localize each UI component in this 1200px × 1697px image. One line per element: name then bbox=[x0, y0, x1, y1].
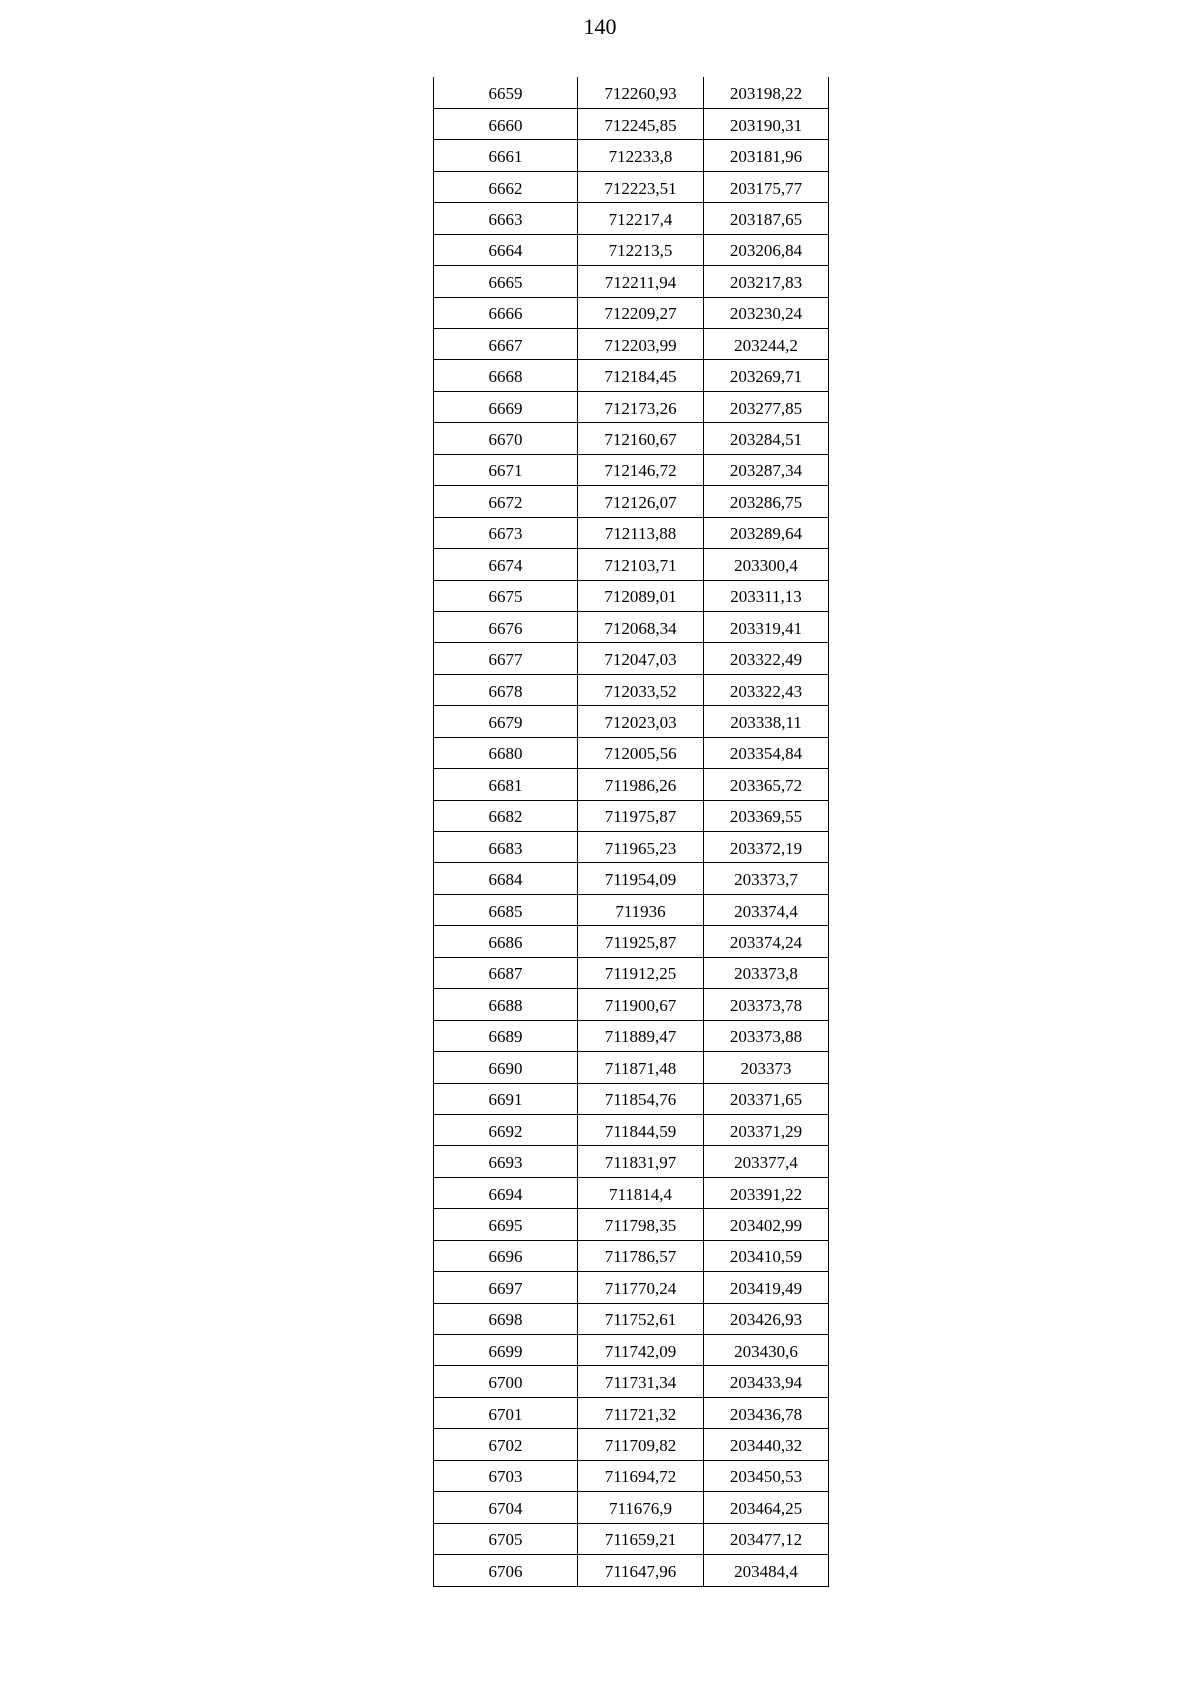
point-number-cell: 6687 bbox=[434, 957, 578, 988]
y-coordinate-cell: 203198,22 bbox=[704, 77, 829, 108]
x-coordinate-cell: 712089,01 bbox=[578, 580, 704, 611]
table-row bbox=[434, 360, 829, 391]
point-number-cell: 6698 bbox=[434, 1303, 578, 1334]
table-row bbox=[434, 957, 829, 988]
table-row bbox=[434, 486, 829, 517]
y-coordinate-cell: 203365,72 bbox=[704, 769, 829, 800]
y-coordinate-cell: 203433,94 bbox=[704, 1366, 829, 1397]
y-coordinate-cell: 203289,64 bbox=[704, 517, 829, 548]
y-coordinate-cell: 203477,12 bbox=[704, 1523, 829, 1554]
point-number-cell: 6661 bbox=[434, 140, 578, 171]
point-number-cell: 6681 bbox=[434, 769, 578, 800]
table-row bbox=[434, 1114, 829, 1145]
table-row bbox=[434, 1209, 829, 1240]
y-coordinate-cell: 203181,96 bbox=[704, 140, 829, 171]
x-coordinate-cell: 712103,71 bbox=[578, 549, 704, 580]
point-number-cell: 6692 bbox=[434, 1114, 578, 1145]
y-coordinate-cell: 203371,65 bbox=[704, 1083, 829, 1114]
table-row bbox=[434, 1429, 829, 1460]
table-row bbox=[434, 769, 829, 800]
x-coordinate-cell: 711986,26 bbox=[578, 769, 704, 800]
point-number-cell: 6679 bbox=[434, 706, 578, 737]
y-coordinate-cell: 203300,4 bbox=[704, 549, 829, 580]
y-coordinate-cell: 203373,7 bbox=[704, 863, 829, 894]
x-coordinate-cell: 711889,47 bbox=[578, 1020, 704, 1051]
x-coordinate-cell: 711936 bbox=[578, 894, 704, 925]
x-coordinate-cell: 712203,99 bbox=[578, 329, 704, 360]
x-coordinate-cell: 712160,67 bbox=[578, 423, 704, 454]
point-number-cell: 6703 bbox=[434, 1460, 578, 1491]
x-coordinate-cell: 711965,23 bbox=[578, 832, 704, 863]
table-row bbox=[434, 108, 829, 139]
y-coordinate-cell: 203430,6 bbox=[704, 1335, 829, 1366]
table-row bbox=[434, 1523, 829, 1554]
table-row bbox=[434, 77, 829, 108]
table-row bbox=[434, 454, 829, 485]
x-coordinate-cell: 712173,26 bbox=[578, 391, 704, 422]
x-coordinate-cell: 712245,85 bbox=[578, 108, 704, 139]
x-coordinate-cell: 711954,09 bbox=[578, 863, 704, 894]
y-coordinate-cell: 203372,19 bbox=[704, 832, 829, 863]
table-row bbox=[434, 140, 829, 171]
y-coordinate-cell: 203187,65 bbox=[704, 203, 829, 234]
table-row bbox=[434, 1052, 829, 1083]
point-number-cell: 6680 bbox=[434, 737, 578, 768]
point-number-cell: 6699 bbox=[434, 1335, 578, 1366]
point-number-cell: 6674 bbox=[434, 549, 578, 580]
table-row bbox=[434, 1555, 829, 1586]
x-coordinate-cell: 712211,94 bbox=[578, 266, 704, 297]
point-number-cell: 6702 bbox=[434, 1429, 578, 1460]
table-row bbox=[434, 549, 829, 580]
table-row bbox=[434, 1303, 829, 1334]
point-number-cell: 6696 bbox=[434, 1240, 578, 1271]
y-coordinate-cell: 203391,22 bbox=[704, 1177, 829, 1208]
point-number-cell: 6690 bbox=[434, 1052, 578, 1083]
point-number-cell: 6667 bbox=[434, 329, 578, 360]
y-coordinate-cell: 203373,8 bbox=[704, 957, 829, 988]
y-coordinate-cell: 203440,32 bbox=[704, 1429, 829, 1460]
table-row bbox=[434, 266, 829, 297]
x-coordinate-cell: 712126,07 bbox=[578, 486, 704, 517]
table-row bbox=[434, 171, 829, 202]
point-number-cell: 6695 bbox=[434, 1209, 578, 1240]
point-number-cell: 6672 bbox=[434, 486, 578, 517]
point-number-cell: 6666 bbox=[434, 297, 578, 328]
y-coordinate-cell: 203402,99 bbox=[704, 1209, 829, 1240]
point-number-cell: 6676 bbox=[434, 611, 578, 642]
table-row bbox=[434, 643, 829, 674]
y-coordinate-cell: 203373 bbox=[704, 1052, 829, 1083]
point-number-cell: 6705 bbox=[434, 1523, 578, 1554]
table-row bbox=[434, 580, 829, 611]
y-coordinate-cell: 203322,49 bbox=[704, 643, 829, 674]
table-row bbox=[434, 1272, 829, 1303]
point-number-cell: 6684 bbox=[434, 863, 578, 894]
y-coordinate-cell: 203377,4 bbox=[704, 1146, 829, 1177]
table-row bbox=[434, 611, 829, 642]
y-coordinate-cell: 203338,11 bbox=[704, 706, 829, 737]
x-coordinate-cell: 712113,88 bbox=[578, 517, 704, 548]
y-coordinate-cell: 203244,2 bbox=[704, 329, 829, 360]
point-number-cell: 6664 bbox=[434, 234, 578, 265]
x-coordinate-cell: 711871,48 bbox=[578, 1052, 704, 1083]
y-coordinate-cell: 203217,83 bbox=[704, 266, 829, 297]
y-coordinate-cell: 203374,4 bbox=[704, 894, 829, 925]
x-coordinate-cell: 711975,87 bbox=[578, 800, 704, 831]
coordinates-table bbox=[433, 77, 829, 1587]
point-number-cell: 6683 bbox=[434, 832, 578, 863]
y-coordinate-cell: 203373,88 bbox=[704, 1020, 829, 1051]
y-coordinate-cell: 203230,24 bbox=[704, 297, 829, 328]
table-row bbox=[434, 706, 829, 737]
x-coordinate-cell: 712213,5 bbox=[578, 234, 704, 265]
point-number-cell: 6678 bbox=[434, 674, 578, 705]
y-coordinate-cell: 203371,29 bbox=[704, 1114, 829, 1145]
x-coordinate-cell: 711659,21 bbox=[578, 1523, 704, 1554]
point-number-cell: 6659 bbox=[434, 77, 578, 108]
table-row bbox=[434, 674, 829, 705]
page-number: 140 bbox=[583, 14, 617, 39]
x-coordinate-cell: 711786,57 bbox=[578, 1240, 704, 1271]
point-number-cell: 6691 bbox=[434, 1083, 578, 1114]
x-coordinate-cell: 712023,03 bbox=[578, 706, 704, 737]
point-number-cell: 6694 bbox=[434, 1177, 578, 1208]
point-number-cell: 6685 bbox=[434, 894, 578, 925]
table-row bbox=[434, 1020, 829, 1051]
table-row bbox=[434, 800, 829, 831]
x-coordinate-cell: 711647,96 bbox=[578, 1555, 704, 1586]
y-coordinate-cell: 203277,85 bbox=[704, 391, 829, 422]
point-number-cell: 6693 bbox=[434, 1146, 578, 1177]
y-coordinate-cell: 203426,93 bbox=[704, 1303, 829, 1334]
point-number-cell: 6700 bbox=[434, 1366, 578, 1397]
table-row bbox=[434, 989, 829, 1020]
table-row bbox=[434, 234, 829, 265]
x-coordinate-cell: 712260,93 bbox=[578, 77, 704, 108]
y-coordinate-cell: 203369,55 bbox=[704, 800, 829, 831]
y-coordinate-cell: 203311,13 bbox=[704, 580, 829, 611]
table-row bbox=[434, 391, 829, 422]
point-number-cell: 6704 bbox=[434, 1492, 578, 1523]
point-number-cell: 6671 bbox=[434, 454, 578, 485]
y-coordinate-cell: 203419,49 bbox=[704, 1272, 829, 1303]
x-coordinate-cell: 711742,09 bbox=[578, 1335, 704, 1366]
table-row bbox=[434, 1335, 829, 1366]
table-row bbox=[434, 1083, 829, 1114]
point-number-cell: 6701 bbox=[434, 1397, 578, 1428]
table-row bbox=[434, 1177, 829, 1208]
x-coordinate-cell: 712047,03 bbox=[578, 643, 704, 674]
table-row bbox=[434, 203, 829, 234]
x-coordinate-cell: 711709,82 bbox=[578, 1429, 704, 1460]
y-coordinate-cell: 203436,78 bbox=[704, 1397, 829, 1428]
x-coordinate-cell: 711694,72 bbox=[578, 1460, 704, 1491]
point-number-cell: 6686 bbox=[434, 926, 578, 957]
point-number-cell: 6663 bbox=[434, 203, 578, 234]
y-coordinate-cell: 203175,77 bbox=[704, 171, 829, 202]
point-number-cell: 6668 bbox=[434, 360, 578, 391]
y-coordinate-cell: 203206,84 bbox=[704, 234, 829, 265]
table-row bbox=[434, 1492, 829, 1523]
point-number-cell: 6665 bbox=[434, 266, 578, 297]
x-coordinate-cell: 712223,51 bbox=[578, 171, 704, 202]
x-coordinate-cell: 712005,56 bbox=[578, 737, 704, 768]
x-coordinate-cell: 711844,59 bbox=[578, 1114, 704, 1145]
point-number-cell: 6697 bbox=[434, 1272, 578, 1303]
x-coordinate-cell: 711770,24 bbox=[578, 1272, 704, 1303]
y-coordinate-cell: 203373,78 bbox=[704, 989, 829, 1020]
table-row bbox=[434, 737, 829, 768]
x-coordinate-cell: 712184,45 bbox=[578, 360, 704, 391]
y-coordinate-cell: 203354,84 bbox=[704, 737, 829, 768]
point-number-cell: 6669 bbox=[434, 391, 578, 422]
point-number-cell: 6675 bbox=[434, 580, 578, 611]
x-coordinate-cell: 712068,34 bbox=[578, 611, 704, 642]
y-coordinate-cell: 203450,53 bbox=[704, 1460, 829, 1491]
point-number-cell: 6688 bbox=[434, 989, 578, 1020]
table-row bbox=[434, 894, 829, 925]
x-coordinate-cell: 711925,87 bbox=[578, 926, 704, 957]
table-row bbox=[434, 1397, 829, 1428]
point-number-cell: 6682 bbox=[434, 800, 578, 831]
x-coordinate-cell: 712233,8 bbox=[578, 140, 704, 171]
x-coordinate-cell: 711676,9 bbox=[578, 1492, 704, 1523]
point-number-cell: 6660 bbox=[434, 108, 578, 139]
table-body bbox=[434, 77, 829, 1586]
point-number-cell: 6670 bbox=[434, 423, 578, 454]
table-row bbox=[434, 1240, 829, 1271]
y-coordinate-cell: 203319,41 bbox=[704, 611, 829, 642]
table-row bbox=[434, 297, 829, 328]
table-row bbox=[434, 517, 829, 548]
x-coordinate-cell: 711854,76 bbox=[578, 1083, 704, 1114]
table-row bbox=[434, 832, 829, 863]
table-row bbox=[434, 423, 829, 454]
x-coordinate-cell: 711721,32 bbox=[578, 1397, 704, 1428]
point-number-cell: 6673 bbox=[434, 517, 578, 548]
table-row bbox=[434, 1366, 829, 1397]
x-coordinate-cell: 711900,67 bbox=[578, 989, 704, 1020]
x-coordinate-cell: 711831,97 bbox=[578, 1146, 704, 1177]
point-number-cell: 6662 bbox=[434, 171, 578, 202]
y-coordinate-cell: 203287,34 bbox=[704, 454, 829, 485]
y-coordinate-cell: 203269,71 bbox=[704, 360, 829, 391]
y-coordinate-cell: 203410,59 bbox=[704, 1240, 829, 1271]
x-coordinate-cell: 712217,4 bbox=[578, 203, 704, 234]
table-row bbox=[434, 1460, 829, 1491]
x-coordinate-cell: 712209,27 bbox=[578, 297, 704, 328]
table-row bbox=[434, 329, 829, 360]
x-coordinate-cell: 711912,25 bbox=[578, 957, 704, 988]
x-coordinate-cell: 711798,35 bbox=[578, 1209, 704, 1240]
y-coordinate-cell: 203484,4 bbox=[704, 1555, 829, 1586]
x-coordinate-cell: 711814,4 bbox=[578, 1177, 704, 1208]
y-coordinate-cell: 203322,43 bbox=[704, 674, 829, 705]
y-coordinate-cell: 203286,75 bbox=[704, 486, 829, 517]
y-coordinate-cell: 203284,51 bbox=[704, 423, 829, 454]
table-row bbox=[434, 863, 829, 894]
x-coordinate-cell: 711752,61 bbox=[578, 1303, 704, 1334]
x-coordinate-cell: 712033,52 bbox=[578, 674, 704, 705]
table-row bbox=[434, 1146, 829, 1177]
point-number-cell: 6677 bbox=[434, 643, 578, 674]
x-coordinate-cell: 711731,34 bbox=[578, 1366, 704, 1397]
table-row bbox=[434, 926, 829, 957]
point-number-cell: 6706 bbox=[434, 1555, 578, 1586]
y-coordinate-cell: 203464,25 bbox=[704, 1492, 829, 1523]
point-number-cell: 6689 bbox=[434, 1020, 578, 1051]
x-coordinate-cell: 712146,72 bbox=[578, 454, 704, 485]
y-coordinate-cell: 203374,24 bbox=[704, 926, 829, 957]
y-coordinate-cell: 203190,31 bbox=[704, 108, 829, 139]
